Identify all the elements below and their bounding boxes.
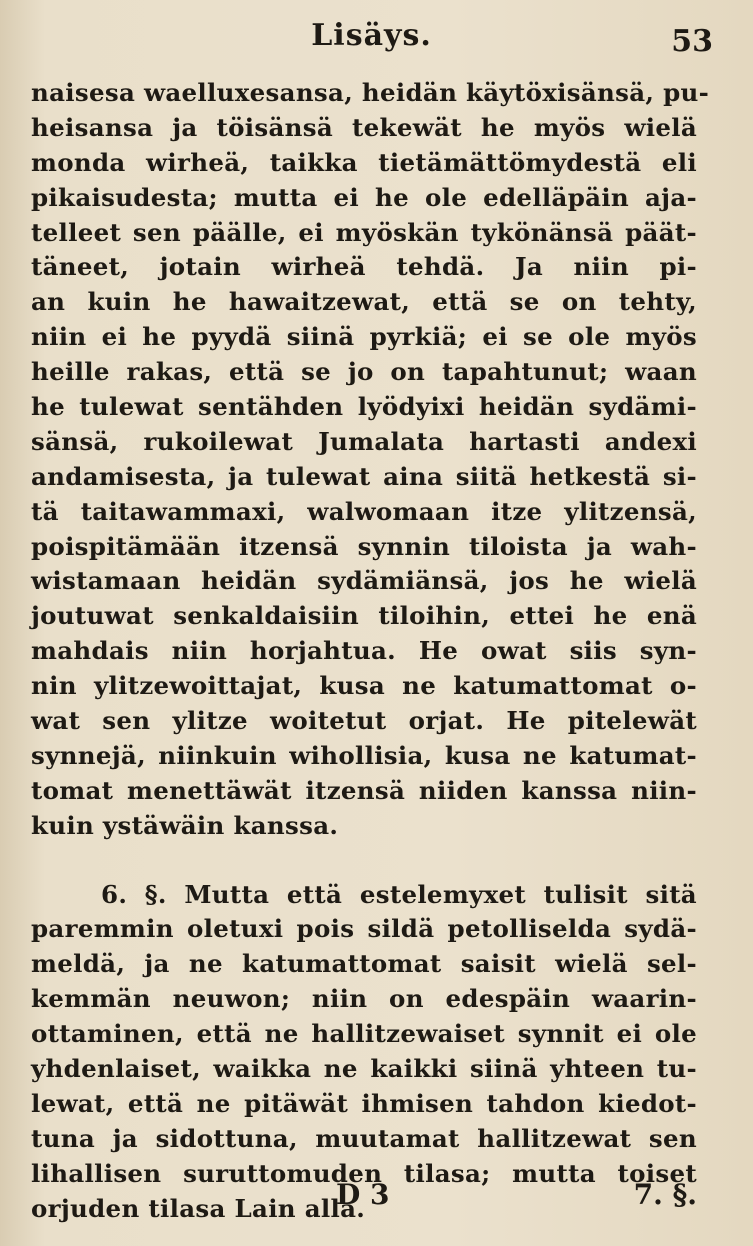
text-line: tä taitawammaxi, walwomaan itze ylitzensä, (31, 496, 697, 526)
text-line: mahdais niin horjahtua. He owat siis syn- (31, 636, 697, 666)
text-line: lewat, että ne pitäwät ihmisen tahdon kiedot- (31, 1088, 697, 1118)
text-line: täneet, jotain wirheä tehdä. Ja niin pi- (31, 252, 697, 282)
catchword: 7. §. (633, 1178, 697, 1211)
text-line: wistamaan heidän sydämiänsä, jos he wielä (31, 566, 697, 596)
page-footer (31, 1178, 697, 1218)
text-line: orjuden tilasa Lain alla. (31, 1193, 366, 1223)
text-line: wat sen ylitze woitetut orjat. He pitelewät (31, 706, 697, 736)
paragraph (31, 76, 710, 844)
text-line: pikaisudesta; mutta ei he ole edelläpäin aja- (31, 182, 697, 212)
text-line: andamisesta, ja tulewat aina siitä hetkestä si- (31, 461, 697, 491)
page-header (30, 14, 713, 64)
text-line: naisesa waelluxesansa, heidän käytöxisänsä, pu- (31, 78, 710, 107)
text-line: an kuin he hawaitzewat, että se on tehty, (31, 287, 697, 317)
text-line: kemmän neuwon; niin on edespäin waarin- (31, 984, 697, 1014)
signature-mark: D 3 (336, 1178, 390, 1211)
text-line: niin ei he pyydä siinä pyrkiä; ei se ole myös (31, 322, 697, 352)
paragraph-gap (31, 844, 697, 878)
text-line: tuna ja sidottuna, muutamat hallitzewat sen (31, 1123, 697, 1153)
text-line: kuin ystäwäin kanssa. (31, 810, 339, 840)
text-line: joutuwat senkaldaisiin tiloihin, ettei he enä (31, 601, 697, 631)
text-line: lihallisen suruttomuden tilasa; mutta toiset (31, 1158, 697, 1188)
text-line: he tulewat sentähden lyödyixi heidän sydämi- (31, 392, 697, 422)
text-line: tomat menettäwät itzensä niiden kanssa niin- (31, 775, 697, 805)
text-line: heille rakas, että se jo on tapahtunut; waan (31, 357, 697, 387)
text-line: monda wirheä, taikka tietämättömydestä eli (31, 147, 697, 177)
text-line: ottaminen, että ne hallitzewaiset synnit ei ole (31, 1019, 697, 1049)
text-line: poispitämään itzensä synnin tiloista ja wah- (31, 531, 697, 561)
text-line: yhdenlaiset, waikka ne kaikki siinä yhteen tu- (31, 1054, 697, 1084)
text-line: 6. §. Mutta että estelemyxet tulisit sitä (101, 879, 697, 909)
text-line: nin ylitzewoittajat, kusa ne katumattomat o- (31, 671, 697, 701)
text-line: telleet sen päälle, ei myöskän tykönänsä päät- (31, 217, 697, 247)
text-line: meldä, ja ne katumattomat saisit wielä sel- (31, 949, 697, 979)
running-title: Lisäys. (311, 18, 432, 53)
text-line: synnejä, niinkuin wihollisia, kusa ne katumat- (31, 740, 697, 770)
page-number: 53 (671, 24, 713, 59)
text-line: heisansa ja töisänsä tekewät he myös wielä (31, 112, 697, 142)
text-line: paremmin oletuxi pois sildä petolliselda sydä- (31, 914, 697, 944)
body-text (31, 76, 710, 1227)
text-line: sänsä, rukoilewat Jumalata hartasti andexi (31, 426, 697, 456)
paragraph (31, 878, 697, 1227)
